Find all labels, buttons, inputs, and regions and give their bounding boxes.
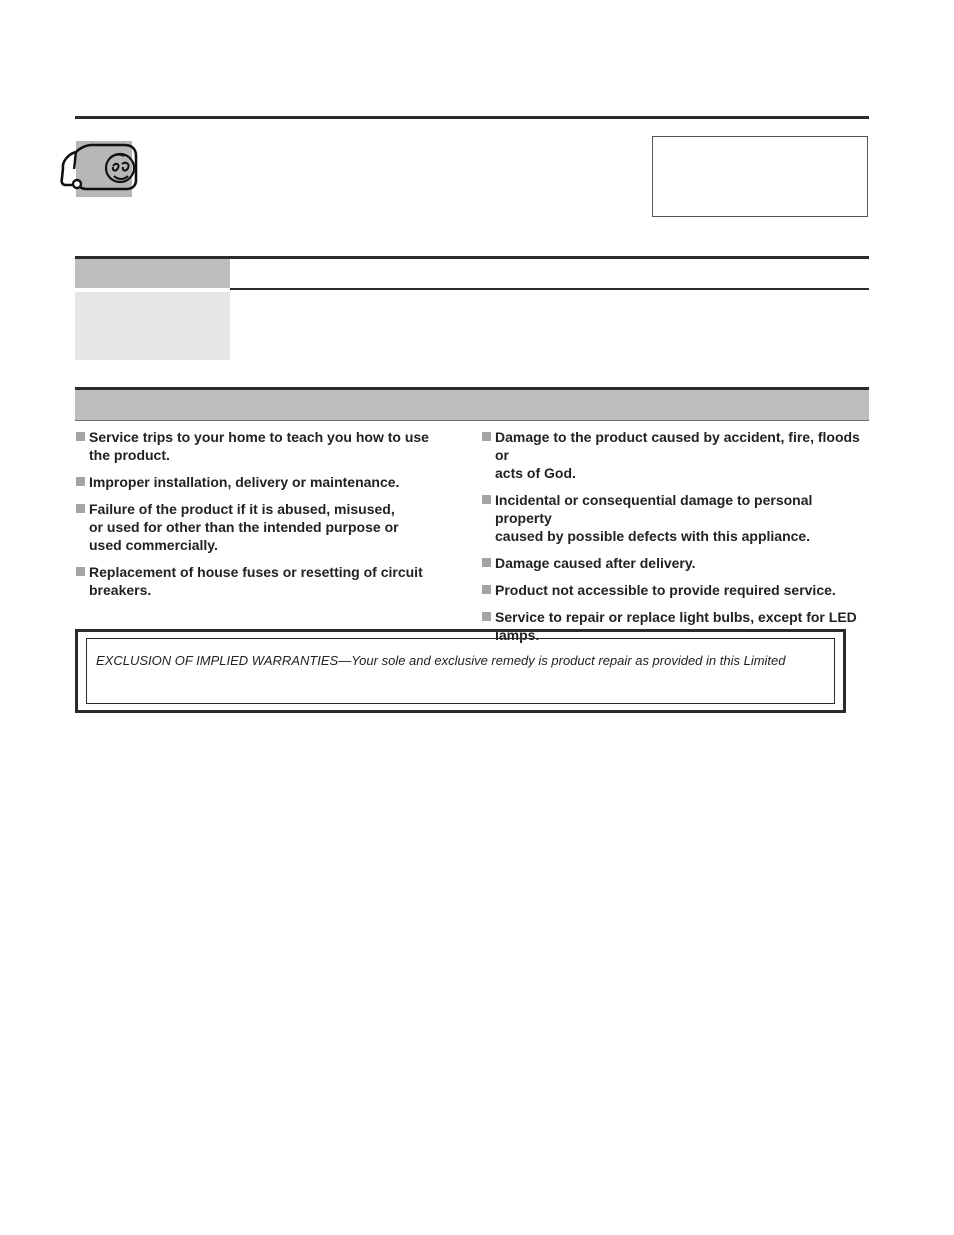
list-item [481, 428, 873, 482]
square-bullet-icon [482, 558, 491, 567]
list-item [481, 554, 873, 572]
table-body-cell [75, 292, 230, 360]
list-item-text: Service trips to your home to teach you how to use the product. [89, 429, 429, 463]
not-covered-header-bar [75, 390, 869, 420]
list-item-text: Replacement of house fuses or resetting of circuit breakers. [89, 564, 423, 598]
registration-sticker-box [652, 136, 868, 217]
list-item [481, 581, 873, 599]
exclusion-text: EXCLUSION OF IMPLIED WARRANTIES—Your sole and exclusive remedy is product repair as provided in this Limited [96, 653, 786, 668]
top-rule [75, 116, 869, 119]
exclusion-box [75, 629, 846, 713]
exclusion-inner-box [86, 638, 835, 704]
list-item-text: Damage to the product caused by accident, fire, floods or acts of God. [495, 429, 860, 481]
square-bullet-icon [482, 495, 491, 504]
list-item [75, 428, 435, 464]
square-bullet-icon [76, 477, 85, 486]
table-header-rule [230, 288, 869, 290]
list-item [75, 563, 435, 599]
not-covered-bottom-rule [75, 420, 869, 421]
table-header-gap [75, 288, 230, 290]
warranty-period-table [75, 256, 869, 360]
not-covered-list-right [481, 428, 873, 653]
not-covered-list-left [75, 428, 435, 608]
square-bullet-icon [76, 567, 85, 576]
list-item-text: Failure of the product if it is abused, misused, or used for other than the intended purpose or used commercially. [89, 501, 399, 553]
list-item-text: Service to repair or replace light bulbs, except for LED lamps. [495, 609, 857, 643]
list-item-text: Improper installation, delivery or maintenance. [89, 474, 400, 490]
square-bullet-icon [482, 612, 491, 621]
list-item [75, 473, 435, 491]
table-header-cell [75, 259, 230, 290]
list-item [481, 491, 873, 545]
list-item [75, 500, 435, 554]
square-bullet-icon [482, 432, 491, 441]
list-item-text: Damage caused after delivery. [495, 555, 696, 571]
square-bullet-icon [482, 585, 491, 594]
service-truck-logo [58, 140, 140, 200]
service-truck-icon [58, 140, 140, 200]
list-item-text: Incidental or consequential damage to personal property caused by possible defects with this appliance. [495, 492, 813, 544]
square-bullet-icon [76, 432, 85, 441]
square-bullet-icon [76, 504, 85, 513]
list-item-text: Product not accessible to provide required service. [495, 582, 836, 598]
